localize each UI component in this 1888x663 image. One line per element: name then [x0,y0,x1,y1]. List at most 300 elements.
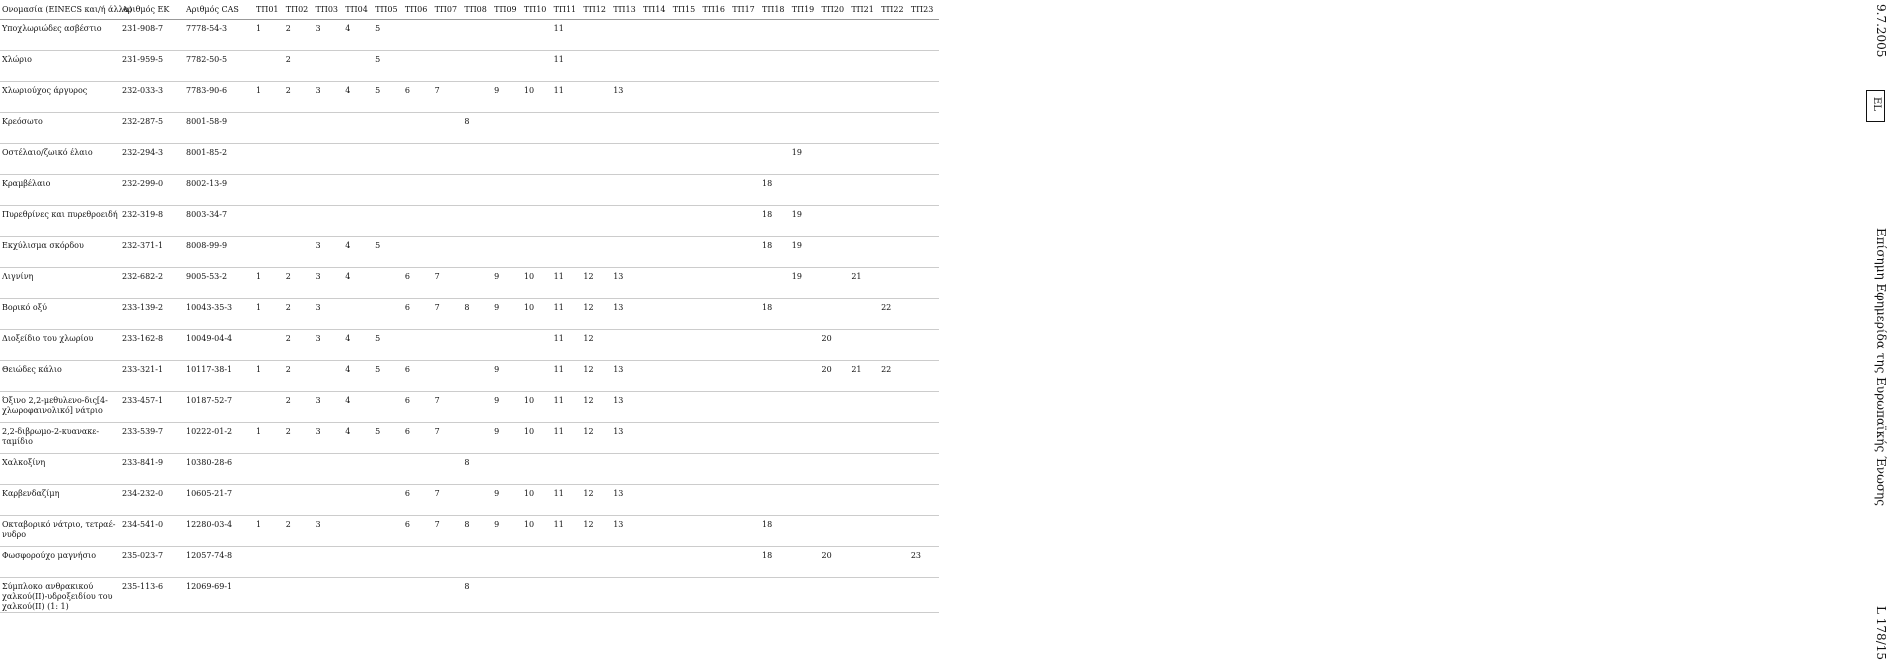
table-header-row [0,0,939,20]
product-type-cell: 3 [314,237,344,268]
column-header: ΤΠ05 [373,0,403,20]
product-type-cell [284,113,314,144]
product-type-cell [611,578,641,613]
ec-number: 234-541-0 [120,516,184,547]
product-type-cell [849,454,879,485]
product-type-cell [671,516,701,547]
product-type-cell: 4 [343,268,373,299]
product-type-cell: 3 [314,392,344,423]
ec-number: 233-841-9 [120,454,184,485]
product-type-cell [522,330,552,361]
column-header: ΤΠ07 [433,0,463,20]
substance-name: 2,2-διβρωμο-2-κυανακεταμίδιο [0,423,120,454]
product-type-cell [730,175,760,206]
language-badge-label: EL [1871,97,1882,111]
product-type-cell [700,516,730,547]
product-type-cell [641,268,671,299]
substance-name: Χλωριούχος άργυρος [0,82,120,113]
product-type-cell [373,454,403,485]
product-type-cell [462,206,492,237]
product-type-cell [671,454,701,485]
product-type-cell: 2 [284,423,314,454]
product-type-cell: 10 [522,268,552,299]
product-type-cell [790,485,820,516]
cas-number: 10117-38-1 [184,361,254,392]
product-type-cell [522,175,552,206]
product-type-cell [790,113,820,144]
product-type-cell [671,206,701,237]
product-type-cell [433,547,463,578]
ec-number: 232-682-2 [120,268,184,299]
product-type-cell [700,361,730,392]
product-type-cell [314,175,344,206]
product-type-cell [522,361,552,392]
product-type-cell [641,547,671,578]
product-type-cell: 10 [522,516,552,547]
product-type-cell [730,516,760,547]
product-type-cell [314,144,344,175]
product-type-cell: 2 [284,299,314,330]
product-type-cell [730,268,760,299]
product-type-cell [254,330,284,361]
column-header: ΤΠ01 [254,0,284,20]
cas-number: 10380-28-6 [184,454,254,485]
product-type-cell [641,51,671,82]
product-type-cell [462,82,492,113]
product-type-cell [700,547,730,578]
product-type-cell [343,485,373,516]
product-type-cell [700,454,730,485]
product-type-cell [849,330,879,361]
product-type-cell [314,206,344,237]
product-type-cell [522,237,552,268]
product-type-cell [433,144,463,175]
product-type-cell [581,144,611,175]
product-type-cell: 13 [611,299,641,330]
product-type-cell: 3 [314,330,344,361]
product-type-cell [552,144,582,175]
product-type-cell [462,51,492,82]
product-type-cell [314,578,344,613]
cas-number: 10187-52-7 [184,392,254,423]
product-type-cell: 18 [760,206,790,237]
product-type-cell [641,361,671,392]
product-type-cell [820,144,850,175]
product-type-cell: 2 [284,516,314,547]
product-type-cell: 2 [284,330,314,361]
product-type-cell [790,454,820,485]
product-type-cell: 11 [552,516,582,547]
product-type-cell [700,485,730,516]
product-type-cell: 11 [552,82,582,113]
product-type-cell: 1 [254,423,284,454]
product-type-cell [700,144,730,175]
product-type-cell [403,547,433,578]
product-type-cell [462,237,492,268]
table-row [0,144,939,175]
product-type-cell: 9 [492,423,522,454]
product-type-cell: 9 [492,82,522,113]
product-type-cell [849,206,879,237]
product-type-cell [849,51,879,82]
product-type-cell [790,51,820,82]
product-type-cell [581,578,611,613]
product-type-cell [671,578,701,613]
product-type-cell: 20 [820,547,850,578]
product-type-cell [611,237,641,268]
column-header: ΤΠ14 [641,0,671,20]
product-type-cell: 5 [373,82,403,113]
product-type-cell [552,454,582,485]
product-type-cell [730,423,760,454]
product-type-cell: 2 [284,268,314,299]
product-type-cell [462,361,492,392]
ec-number: 233-539-7 [120,423,184,454]
product-type-cell [611,330,641,361]
cas-number: 12069-69-1 [184,578,254,613]
product-type-cell [403,206,433,237]
product-type-cell [641,144,671,175]
product-type-cell [700,237,730,268]
substance-name: Λιγνίνη [0,268,120,299]
product-type-cell [671,144,701,175]
product-type-cell [552,113,582,144]
product-type-cell [433,20,463,51]
table-row [0,113,939,144]
product-type-cell [730,20,760,51]
product-type-cell [581,113,611,144]
product-type-cell [790,547,820,578]
product-type-cell [284,454,314,485]
table-row [0,485,939,516]
product-type-cell [462,485,492,516]
product-type-cell [581,454,611,485]
page-reference: L 178/15 [1874,606,1888,660]
product-type-cell [462,144,492,175]
product-type-cell [849,175,879,206]
cas-number: 8002-13-9 [184,175,254,206]
substance-name: Θειώδες κάλιο [0,361,120,392]
product-type-cell [849,423,879,454]
product-type-cell: 8 [462,299,492,330]
product-type-cell [820,392,850,423]
table-row [0,392,939,423]
product-type-cell [641,392,671,423]
product-type-cell: 3 [314,20,344,51]
product-type-cell: 6 [403,299,433,330]
product-type-cell [849,113,879,144]
column-header: ΤΠ22 [879,0,909,20]
product-type-cell [462,423,492,454]
column-header: ΤΠ13 [611,0,641,20]
product-type-cell [730,485,760,516]
product-type-cell [492,175,522,206]
product-type-cell [462,20,492,51]
product-type-cell [730,206,760,237]
table-row [0,206,939,237]
product-type-cell [790,20,820,51]
product-type-cell [760,485,790,516]
product-type-cell: 1 [254,82,284,113]
product-type-cell: 8 [462,113,492,144]
substance-name: Σύμπλοκο ανθρακικού χαλκού(II)-υδροξειδίου του χαλκού(II) (1: 1) [0,578,120,613]
product-type-cell [790,578,820,613]
product-type-cell [254,175,284,206]
product-type-cell: 7 [433,268,463,299]
product-type-cell [343,578,373,613]
product-type-cell [552,237,582,268]
ec-number: 233-321-1 [120,361,184,392]
substance-name: Πυρεθρίνες και πυρεθροειδή [0,206,120,237]
product-type-cell [343,206,373,237]
column-header: ΤΠ23 [909,0,939,20]
cas-number: 10049-04-4 [184,330,254,361]
table-row [0,578,939,613]
table-row [0,20,939,51]
product-type-cell: 22 [879,299,909,330]
column-header: ΤΠ15 [671,0,701,20]
product-type-cell [611,144,641,175]
column-header: ΤΠ16 [700,0,730,20]
column-header: ΤΠ04 [343,0,373,20]
product-type-cell [849,237,879,268]
product-type-cell [522,206,552,237]
product-type-cell: 3 [314,516,344,547]
product-type-cell: 2 [284,361,314,392]
product-type-cell [254,454,284,485]
table-row [0,82,939,113]
product-type-cell [849,144,879,175]
ec-number: 235-113-6 [120,578,184,613]
product-type-cell [373,299,403,330]
product-type-cell [700,206,730,237]
product-type-cell [730,51,760,82]
cas-number: 10222-01-2 [184,423,254,454]
product-type-cell: 1 [254,299,284,330]
product-type-cell [343,299,373,330]
product-type-cell [403,454,433,485]
table-row [0,361,939,392]
product-type-cell: 4 [343,423,373,454]
product-type-cell [671,361,701,392]
product-type-cell [671,330,701,361]
product-type-cell [611,51,641,82]
product-type-cell [879,144,909,175]
product-type-cell [849,82,879,113]
product-type-cell: 8 [462,578,492,613]
product-type-cell: 6 [403,361,433,392]
product-type-cell [700,578,730,613]
product-type-cell [820,175,850,206]
product-type-cell: 9 [492,299,522,330]
cas-number: 12057-74-8 [184,547,254,578]
product-type-cell [641,485,671,516]
product-type-cell: 2 [284,82,314,113]
product-type-cell [879,113,909,144]
column-header: ΤΠ20 [820,0,850,20]
product-type-cell [879,578,909,613]
product-type-cell [284,547,314,578]
product-type-cell [671,423,701,454]
product-type-cell [879,454,909,485]
product-type-cell [492,578,522,613]
substance-name: Χαλκοξίνη [0,454,120,485]
table-row [0,299,939,330]
ec-number: 231-908-7 [120,20,184,51]
product-type-cell [879,423,909,454]
product-type-cell: 7 [433,392,463,423]
product-type-cell [522,547,552,578]
column-header: Ονομασία (EINECS και/ή άλλα) [0,0,120,20]
product-type-cell [403,20,433,51]
column-header: ΤΠ18 [760,0,790,20]
product-type-cell [641,206,671,237]
product-type-cell [314,547,344,578]
substance-name: Χλώριο [0,51,120,82]
product-type-cell [492,330,522,361]
ec-number: 233-457-1 [120,392,184,423]
substance-name: Οστέλαιο/ζωικό έλαιο [0,144,120,175]
product-type-cell [492,237,522,268]
product-type-cell [730,330,760,361]
product-type-cell: 1 [254,516,284,547]
product-type-cell: 5 [373,51,403,82]
product-type-cell: 4 [343,330,373,361]
product-type-cell: 4 [343,392,373,423]
product-type-cell: 6 [403,485,433,516]
substance-name: Κρεόσωτο [0,113,120,144]
product-type-cell: 12 [581,392,611,423]
substance-name: Εκχύλισμα σκόρδου [0,237,120,268]
product-type-cell [373,578,403,613]
product-type-cell [730,454,760,485]
column-header: ΤΠ09 [492,0,522,20]
cas-number: 7783-90-6 [184,82,254,113]
product-type-cell: 22 [879,361,909,392]
product-type-cell [879,82,909,113]
product-type-cell: 7 [433,516,463,547]
column-header: ΤΠ03 [314,0,344,20]
product-type-cell: 7 [433,299,463,330]
table-row [0,51,939,82]
product-type-cell [611,206,641,237]
column-header: ΤΠ06 [403,0,433,20]
product-type-cell [492,547,522,578]
substance-name: Καρβενδαζίμη [0,485,120,516]
product-type-cell: 11 [552,361,582,392]
ec-number: 232-319-8 [120,206,184,237]
product-type-cell: 8 [462,454,492,485]
product-type-cell [284,578,314,613]
product-type-cell [760,392,790,423]
product-type-cell [671,237,701,268]
product-type-cell: 3 [314,299,344,330]
product-type-cell [879,237,909,268]
product-type-cell [373,392,403,423]
product-type-cell [730,113,760,144]
product-type-cell: 11 [552,392,582,423]
product-type-cell: 13 [611,392,641,423]
product-type-cell [700,51,730,82]
product-type-cell [552,547,582,578]
product-type-cell [552,175,582,206]
product-type-cell [492,113,522,144]
product-type-cell [760,578,790,613]
product-type-cell [700,20,730,51]
product-type-cell [671,547,701,578]
cas-number: 8003-34-7 [184,206,254,237]
product-type-cell [611,547,641,578]
product-type-cell: 12 [581,485,611,516]
product-type-cell [700,175,730,206]
product-type-cell: 10 [522,485,552,516]
journal-title: Επίσημη Εφημερίδα της Ευρωπαϊκής Ένωσης [1874,228,1888,506]
product-type-cell [403,144,433,175]
product-type-cell: 4 [343,361,373,392]
product-type-cell [581,206,611,237]
product-type-cell [760,454,790,485]
product-type-cell [641,330,671,361]
column-header: ΤΠ10 [522,0,552,20]
product-type-cell [254,51,284,82]
product-type-cell: 1 [254,361,284,392]
ec-number: 232-287-5 [120,113,184,144]
product-type-cell [790,299,820,330]
product-type-cell: 19 [790,237,820,268]
product-type-cell [343,113,373,144]
ec-number: 233-139-2 [120,299,184,330]
product-type-cell [581,237,611,268]
product-type-cell: 10 [522,82,552,113]
product-type-cell [730,547,760,578]
product-type-cell [641,423,671,454]
product-type-cell [254,113,284,144]
product-type-cell [373,485,403,516]
ec-number: 231-959-5 [120,51,184,82]
product-type-cell [343,51,373,82]
product-type-cell: 19 [790,206,820,237]
column-header: ΤΠ11 [552,0,582,20]
product-type-cell [462,330,492,361]
cas-number: 7782-50-5 [184,51,254,82]
product-type-cell: 11 [552,485,582,516]
product-type-cell [671,113,701,144]
product-type-cell: 11 [552,330,582,361]
product-type-cell [314,485,344,516]
product-type-cell [254,144,284,175]
product-type-cell [879,547,909,578]
product-type-cell [314,454,344,485]
product-type-cell [522,454,552,485]
product-type-cell: 9 [492,392,522,423]
substance-name: Κραμβέλαιο [0,175,120,206]
product-type-cell [433,578,463,613]
product-type-cell [522,578,552,613]
product-type-cell [343,516,373,547]
product-type-cell [849,578,879,613]
product-type-cell [760,361,790,392]
product-type-cell [433,361,463,392]
product-type-cell [730,237,760,268]
product-type-cell [462,392,492,423]
product-type-cell: 12 [581,423,611,454]
cas-number: 8001-85-2 [184,144,254,175]
product-type-cell [433,237,463,268]
product-type-cell [730,299,760,330]
product-type-cell [700,330,730,361]
page-sidebar [928,0,1888,663]
product-type-cell: 11 [552,423,582,454]
